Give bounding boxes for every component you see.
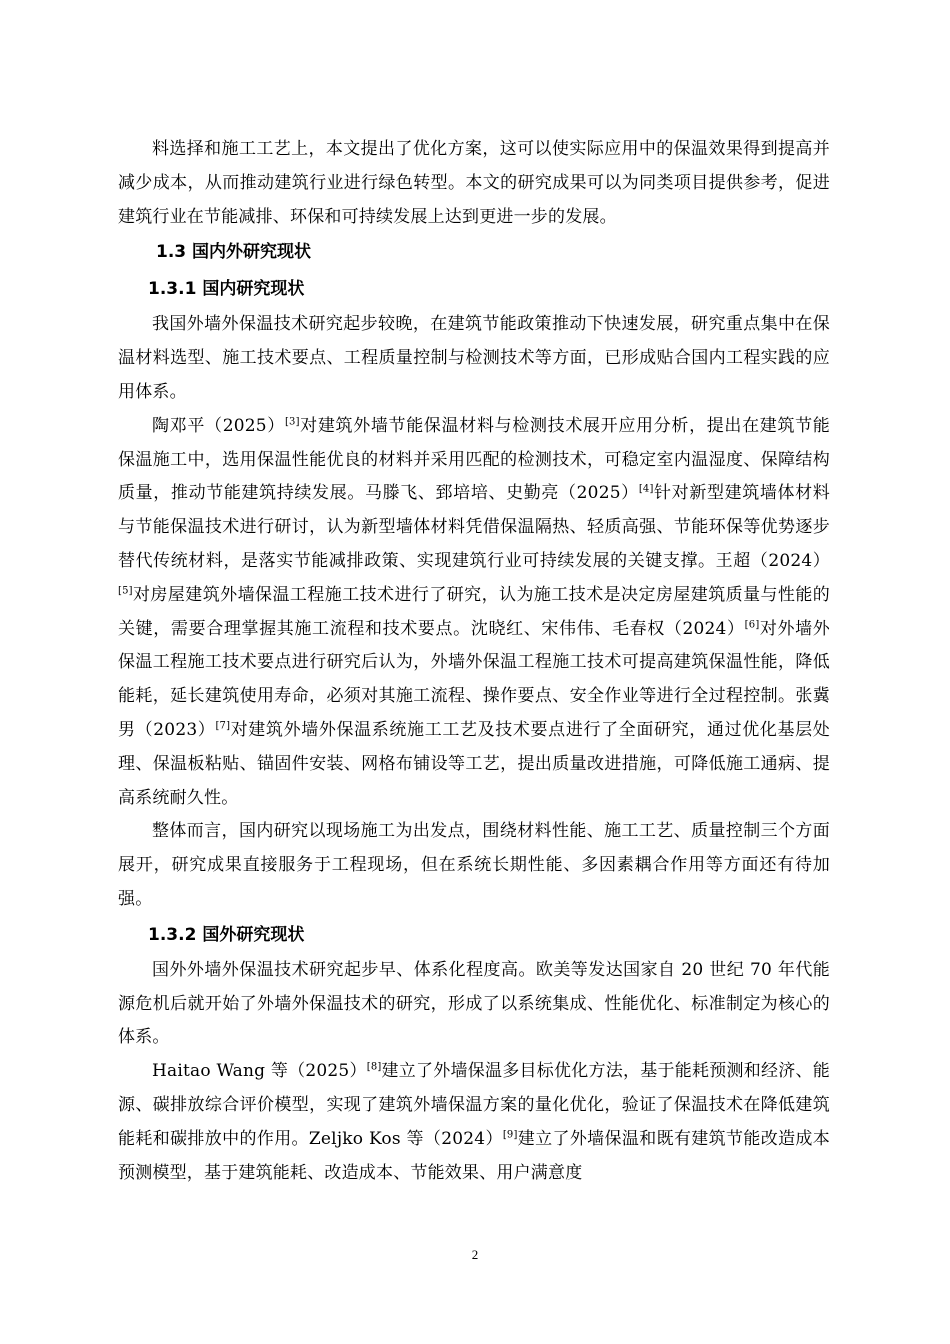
- foreign-paragraph-2: [118, 1055, 830, 1190]
- text-run: 对建筑外墙节能保温材料与检测技术展开应用分析，提出在建筑节能保温施工中，选用保温性能优良的材料并采用匹配的检测技术，可稳定室内温湿度、保障结构质量，推动节能建筑持续发展。马滕飞、郅培培、史勤亮（2025）: [118, 415, 830, 504]
- citation-ref-8: [8]: [366, 1061, 382, 1073]
- page-number: 2: [471, 1247, 479, 1262]
- citation-ref-5: [5]: [118, 585, 133, 597]
- section-heading-1-3: 1.3 国内外研究现状: [156, 242, 312, 263]
- text-run: 建立了外墙保温多目标优化方法，基于能耗预测和经济、能源、碳排放综合评价模型，实现了建筑外墙保温方案的量化优化，验证了保温技术在降低建筑能耗和碳排放中的作用。Zeljko Kos 等（2024）: [118, 1061, 830, 1149]
- text-run: Haitao Wang 等（2025）: [152, 1061, 367, 1082]
- page-content: [118, 133, 830, 1190]
- citation-ref-7: [7]: [215, 720, 231, 732]
- domestic-paragraph-2: [118, 410, 830, 816]
- text-run: 陶邓平（2025）: [152, 415, 285, 436]
- citation-ref-4: [4]: [638, 483, 654, 495]
- foreign-paragraph-1: 国外外墙外保温技术研究起步早、体系化程度高。欧美等发达国家自 20 世纪 70 年代能源危机后就开始了外墙外保温技术的研究，形成了以系统集成、性能优化、标准制定为核心的体系。: [118, 959, 830, 1048]
- citation-ref-9: [9]: [502, 1129, 518, 1141]
- text-run: 对建筑外墙外保温系统施工工艺及技术要点进行了全面研究，通过优化基层处理、保温板粘贴、锚固件安装、网格布铺设等工艺，提出质量改进措施，可降低施工通病、提高系统耐久性。: [118, 719, 830, 808]
- section-heading-1-3-1: 1.3.1 国内研究现状: [148, 279, 305, 300]
- text-run: 对外墙外保温工程施工技术要点进行研究后认为，外墙外保温工程施工技术可提高建筑保温性能，降低能耗，延长建筑使用寿命，必须对其施工流程、操作要点、安全作业等进行全过程控制。张冀男（2023）: [118, 618, 830, 740]
- text-run: 针对新型建筑墙体材料与节能保温技术进行研讨，认为新型墙体材料凭借保温隔热、轻质高强、节能环保等优势逐步替代传统材料，是落实节能减排政策、实现建筑行业可持续发展的关键支撑。王超（2024）: [118, 483, 831, 571]
- intro-paragraph-end: 料选择和施工工艺上，本文提出了优化方案，这可以使实际应用中的保温效果得到提高并减少成本，从而推动建筑行业进行绿色转型。本文的研究成果可以为同类项目提供参考，促进建筑行业在节能减排、环保和可持续发展上达到更进一步的发展。: [118, 139, 830, 227]
- domestic-paragraph-3: 整体而言，国内研究以现场施工为出发点，围绕材料性能、施工工艺、质量控制三个方面展开，研究成果直接服务于工程现场，但在系统长期性能、多因素耦合作用等方面还有待加强。: [118, 821, 830, 909]
- citation-ref-6: [6]: [744, 618, 760, 630]
- citation-ref-3: [3]: [284, 416, 300, 428]
- section-heading-1-3-2: 1.3.2 国外研究现状: [148, 924, 305, 945]
- text-run: 建立了外墙保温和既有建筑节能改造成本预测模型，基于建筑能耗、改造成本、节能效果、用户满意度: [118, 1128, 830, 1183]
- domestic-paragraph-1: 我国外墙外保温技术研究起步较晚，在建筑节能政策推动下快速发展，研究重点集中在保温材料选型、施工技术要点、工程质量控制与检测技术等方面，已形成贴合国内工程实践的应用体系。: [118, 314, 830, 402]
- text-run: 对房屋建筑外墙保温工程施工技术进行了研究，认为施工技术是决定房屋建筑质量与性能的关键，需要合理掌握其施工流程和技术要点。沈晓红、宋伟伟、毛春权（2024）: [118, 584, 830, 639]
